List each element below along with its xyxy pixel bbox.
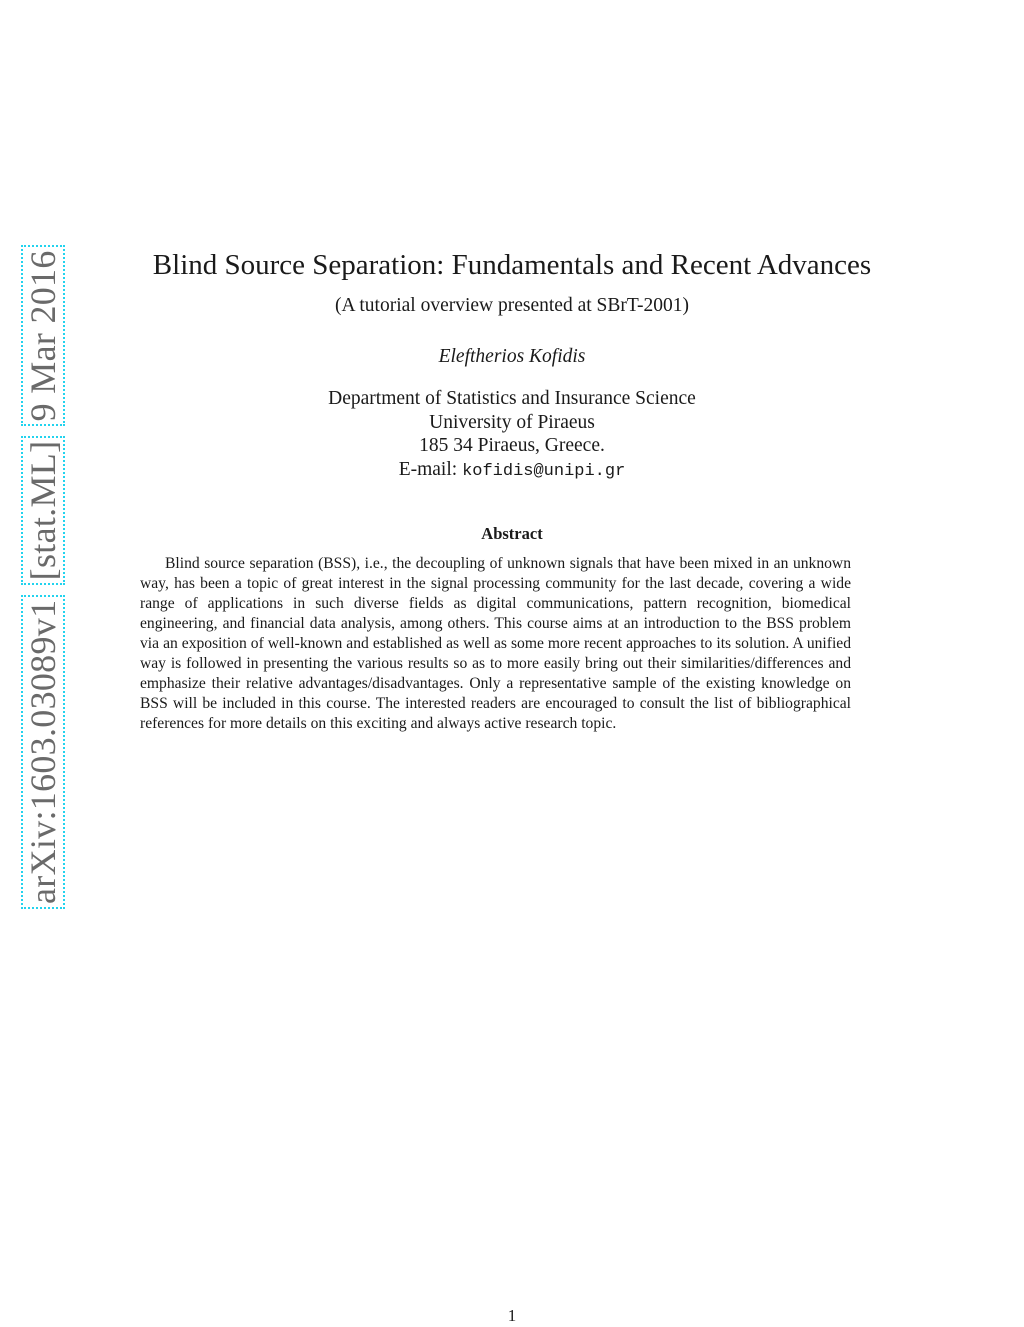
arxiv-category: [stat.ML] <box>21 436 65 586</box>
abstract-text: Blind source separation (BSS), i.e., the decoupling of unknown signals that have been mixed in an unknown way, has been a topic of great interest in the signal processing community for the last decade, covering a wide range of applications in such diverse fields as digital communications, pattern recognition, biomedical engineering, and financial data analysis, among others. This course aims at an introduction to the BSS problem via an exposition of well-known and established as well as some more recent approaches to its solution. A unified way is followed in presenting the various results so as to more easily bring out their similarities/differences and emphasize their relative advantages/disadvantages. Only a representative sample of the existing knowledge on BSS will be included in this course. The interested readers are encouraged to consult the list of bibliographical references for more details on this exciting and always active research topic. <box>140 555 851 732</box>
email-address: kofidis@unipi.gr <box>462 461 626 481</box>
affiliation-department: Department of Statistics and Insurance Science <box>328 388 696 409</box>
author-name: Eleftherios Kofidis <box>438 346 586 367</box>
arxiv-identifier: arXiv:1603.03089v1 <box>21 595 65 909</box>
paper-title: Blind Source Separation: Fundamentals and Recent Advances <box>152 249 872 281</box>
email-label: E-mail: <box>398 458 458 480</box>
title-block <box>0 246 1024 483</box>
arxiv-date: 9 Mar 2016 <box>21 245 65 426</box>
page-number: 1 <box>507 1306 517 1325</box>
paper-subtitle: (A tutorial overview presented at SBrT-2001) <box>335 295 689 316</box>
affiliation <box>0 387 1024 483</box>
abstract-heading: Abstract <box>481 524 543 543</box>
email-line <box>0 458 1024 484</box>
affiliation-university: University of Piraeus <box>429 411 595 433</box>
affiliation-address: 185 34 Piraeus, Greece. <box>419 435 605 456</box>
